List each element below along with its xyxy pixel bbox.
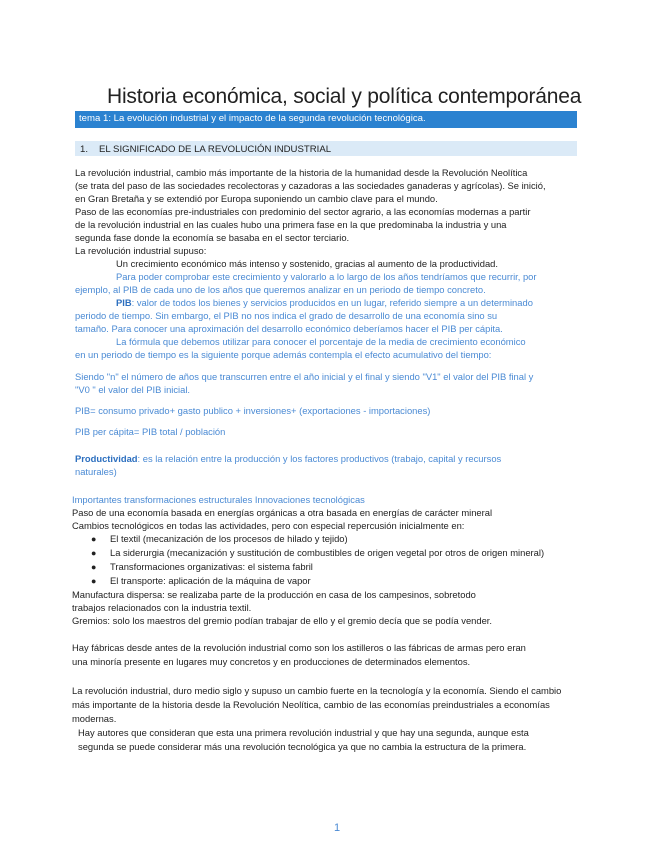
bullet-item: El textil (mecanización de los procesos de hilado y tejido) xyxy=(110,533,348,544)
paragraph-line: una minoría presente en lugares muy concretos y en producciones de determinados elementos. xyxy=(72,656,471,667)
paragraph-line: (se trata del paso de las sociedades recolectoras y cazadoras a las sociedades ganaderas y agrícolas). Se inició, xyxy=(75,180,546,191)
paragraph-line: de la revolución industrial en las cuales hubo una primera fase en la que predominaba la industria y una xyxy=(75,219,507,230)
bullet-item: La siderurgia (mecanización y sustitución de combustibles de origen vegetal por otros de origen mineral) xyxy=(110,547,545,558)
pib-definition-line xyxy=(116,297,533,309)
section-number: 1. xyxy=(80,144,89,155)
bullet-item: Transformaciones organizativas: el sistema fabril xyxy=(110,561,313,572)
bullet-item: El transporte: aplicación de la máquina de vapor xyxy=(110,575,311,586)
subtitle-bar xyxy=(75,111,577,128)
paragraph-line: La revolución industrial supuso: xyxy=(75,245,207,256)
pib-formula: PIB= consumo privado+ gasto publico + inversiones+ (exportaciones - importaciones) xyxy=(75,405,431,416)
pib-per-capita-formula: PIB per cápita= PIB total / población xyxy=(75,426,226,437)
productividad-line xyxy=(75,453,501,465)
paragraph-line: La revolución industrial, cambio más importante de la historia de la humanidad desde la Revolución Neolítica xyxy=(75,167,528,178)
pib-label: PIB xyxy=(116,297,132,308)
paragraph-line: Para poder comprobar este crecimiento y valorarlo a lo largo de los años tendríamos que recurrir, por xyxy=(116,271,537,282)
formula-note-line: Siendo "n" el número de años que transcurren entre el año inicial y el final y siendo "V1" el valor del PIB final y xyxy=(75,371,534,382)
document-title: Historia económica, social y política contemporánea xyxy=(107,85,582,108)
productividad-text: : es la relación entre la producción y los factores productivos (trabajo, capital y recursos xyxy=(137,453,502,464)
subtitle-text: tema 1: La evolución industrial y el impacto de la segunda revolución tecnológica. xyxy=(79,113,426,124)
transformations-heading: Importantes transformaciones estructurales Innovaciones tecnológicas xyxy=(72,494,365,505)
bullet-dot: ● xyxy=(91,562,97,572)
pib-definition-text: : valor de todos los bienes y servicios producidos en un lugar, referido siempre a un determinado xyxy=(131,297,533,308)
paragraph-line: tamaño. Para conocer una aproximación del desarrollo económico deberíamos hacer el PIB per cápita. xyxy=(75,323,503,334)
paragraph-line: Hay autores que consideran que esta una primera revolución industrial y que hay una segunda, aunque esta xyxy=(78,727,529,738)
paragraph-line: segunda fase donde la economía se basaba en el sector terciario. xyxy=(75,232,350,243)
bullet-dot: ● xyxy=(91,534,97,544)
productividad-label: Productividad xyxy=(75,453,138,464)
paragraph-line: naturales) xyxy=(75,466,117,477)
paragraph-line: Cambios tecnológicos en todas las actividades, pero con especial repercusión inicialmente en: xyxy=(72,520,465,531)
formula-note-line: "V0 " el valor del PIB inicial. xyxy=(75,384,191,395)
paragraph-line: La revolución industrial, duro medio siglo y supuso un cambio fuerte en la tecnología y la economía. Siendo el cambio xyxy=(72,685,562,696)
paragraph-line: Manufactura dispersa: se realizaba parte de la producción en casa de los campesinos, sobretodo xyxy=(72,589,476,600)
paragraph-line: periodo de tiempo. Sin embargo, el PIB no nos indica el grado de desarrollo de una economía sino su xyxy=(75,310,498,321)
bullet-dot: ● xyxy=(91,576,97,586)
paragraph-line: más importante de la historia desde la Revolución Neolítica, cambio de las economías preindustriales a economías xyxy=(72,699,550,710)
paragraph-line: segunda se puede considerar más una revolución tecnológica ya que no cambia la estructura de la primera. xyxy=(78,741,527,752)
paragraph-line: Un crecimiento económico más intenso y sostenido, gracias al aumento de la productividad. xyxy=(116,258,498,269)
page-number: 1 xyxy=(334,822,341,834)
paragraph-line: Paso de una economía basada en energías orgánicas a otra basada en energías de carácter mineral xyxy=(72,507,493,518)
paragraph-line: en Gran Bretaña y se extendió por Europa suponiendo un cambio clave para el mundo. xyxy=(75,193,438,204)
paragraph-line: Hay fábricas desde antes de la revolución industrial como son los astilleros o las fábricas de armas pero eran xyxy=(72,642,526,653)
paragraph-line: Gremios: solo los maestros del gremio podían trabajar de ello y el gremio decía que se podía vender. xyxy=(72,615,493,626)
paragraph-line: modernas. xyxy=(72,713,117,724)
paragraph-line: trabajos relacionados con la industria textil. xyxy=(72,602,252,613)
bullet-dot: ● xyxy=(91,548,97,558)
paragraph-line: ejemplo, al PIB de cada uno de los años que queremos analizar en un periodo de tiempo concreto. xyxy=(75,284,486,295)
paragraph-line: Paso de las economías pre-industriales con predominio del sector agrario, a las economías modernas a partir xyxy=(75,206,531,217)
paragraph-line: La fórmula que debemos utilizar para conocer el porcentaje de la media de crecimiento económico xyxy=(116,336,526,347)
section-title: EL SIGNIFICADO DE LA REVOLUCIÓN INDUSTRIAL xyxy=(99,144,332,155)
paragraph-line: en un periodo de tiempo es la siguiente porque además contempla el efecto acumulativo del tiempo: xyxy=(75,349,492,360)
